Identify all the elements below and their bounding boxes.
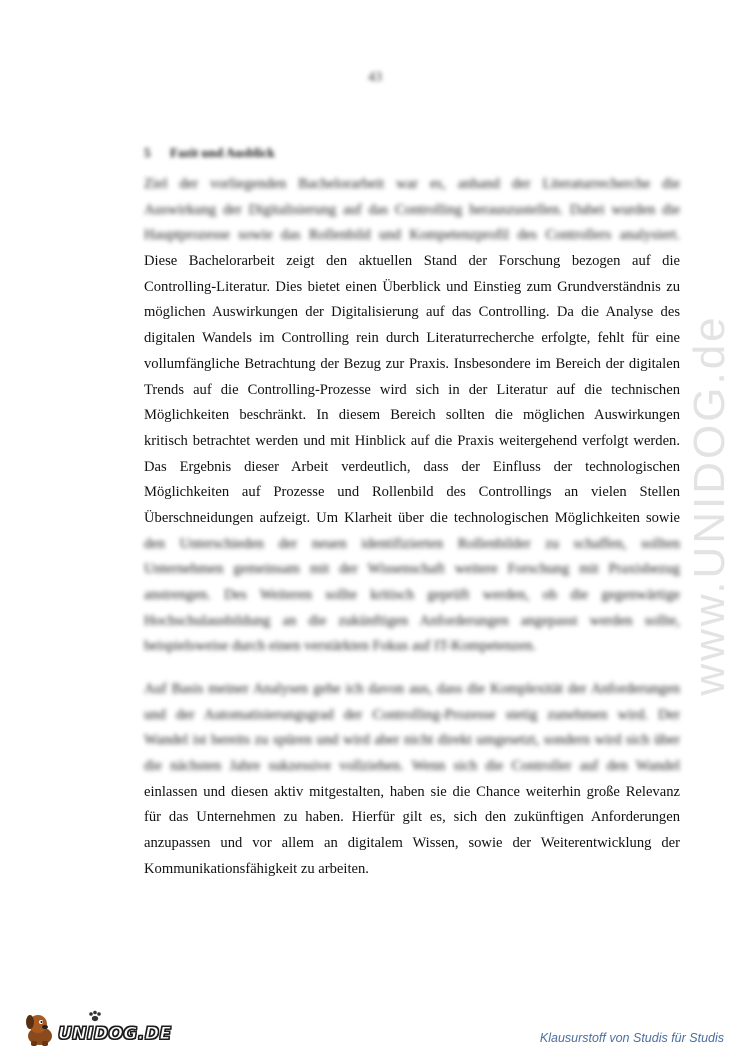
text-line: beispielsweise durch einen verstärkten Fokus auf IT-Kompetenzen. [144,638,537,655]
text-line: Hochschulausbildung an die zukünftigen Anforderungen angepasst werden sollte, [144,612,680,629]
text-line: Kommunikationsfähigkeit zu arbeiten. [144,860,369,877]
text-line: anzupassen und vor allem an digitalem Wissen, sowie der Weiterentwicklung der [144,835,680,852]
text-line: digitalen Wandels im Controlling rein durch Literaturrecherche erfolgte, fehlt für eine [144,330,680,347]
text-line: Das Ergebnis dieser Arbeit verdeutlich, dass der Einfluss der technologischen [144,458,680,475]
watermark-text: www.UNIDOG.de [685,314,734,696]
watermark [685,280,734,730]
text-line: einlassen und diesen aktiv mitgestalten, haben sie die Chance weiterhin große Relevanz [144,783,680,800]
page-number: 43 [368,70,382,85]
text-line: möglichen Auswirkungen der Digitalisierung auf das Controlling. Da die Analyse des [144,304,680,321]
text-line: den Unterschieden der neuen identifizierten Rollenbilder zu schaffen, sollten [144,535,680,552]
paw-icon [88,1010,102,1022]
text-line: Auswirkung der Digitalisierung auf das Controlling herauszustellen. Dabei wurden die [144,201,680,218]
text-line: die nächsten Jahre sukzessive vollziehen. Wenn sich die Controller auf den Wandel [144,758,680,775]
text-line: Überschneidungen aufzeigt. Um Klarheit über die technologischen Möglichkeiten sowie [144,509,680,526]
text-line: Auf Basis meiner Analysen gehe ich davon aus, dass die Komplexität der Anforderungen [144,681,680,697]
unidog-logo[interactable] [22,1010,172,1050]
text-line: Controlling-Literatur. Dies bietet einen Überblick und Einstieg zum Grundverständnis zu [144,278,680,295]
text-line: Diese Bachelorarbeit zeigt den aktuellen Stand der Forschung bezogen auf die [144,253,680,270]
text-line: Möglichkeiten beschränkt. In diesem Bereich sollten die möglichen Auswirkungen [144,407,680,424]
text-line: Hauptprozesse sowie das Rollenbild und Kompetenzprofil des Controllers analysiert. [144,227,680,244]
paragraph-2 [144,677,680,883]
text-line: Wandel ist bereits zu spüren und wird aber nicht direkt umgesetzt, sondern wird sich über [144,732,680,749]
text-line: Unternehmen gemeinsam mit der Wissenschaft weitere Forschung mit Praxisbezug [144,561,680,578]
paragraph-1 [144,172,680,660]
footer-tagline: Klausurstoff von Studis für Studis [539,1031,724,1045]
text-line: vollumfängliche Betrachtung der Bezug zur Praxis. Insbesondere im Bereich der digitalen [144,355,680,372]
section-number: 5 [144,145,151,160]
text-line: für das Unternehmen zu haben. Hierfür gilt es, sich den zukünftigen Anforderungen [144,809,680,826]
text-line: kritisch betrachtet werden und mit Hinblick auf die Praxis weitergehend verfolgt werden. [144,432,680,449]
section-title: Fazit und Ausblick [170,145,275,160]
text-line: anstrengen. Des Weiteren sollte kritisch geprüft werden, ob die gegenwärtige [144,587,680,603]
text-line: und der Automatisierungsgrad der Controlling-Prozesse stetig zunehmen wird. Der [144,706,680,723]
dog-icon [22,1010,58,1048]
section-heading [144,145,275,161]
text-line: Trends auf die Controlling-Prozesse wird sich in der Literatur auf die technischen [144,381,680,398]
text-line: Ziel der vorliegenden Bachelorarbeit war es, anhand der Literaturrecherche die [144,176,680,192]
text-line: Möglichkeiten auf Prozesse und Rollenbild des Controllings an vielen Stellen [144,484,680,501]
logo-text: UNIDOG.DE [58,1024,172,1044]
